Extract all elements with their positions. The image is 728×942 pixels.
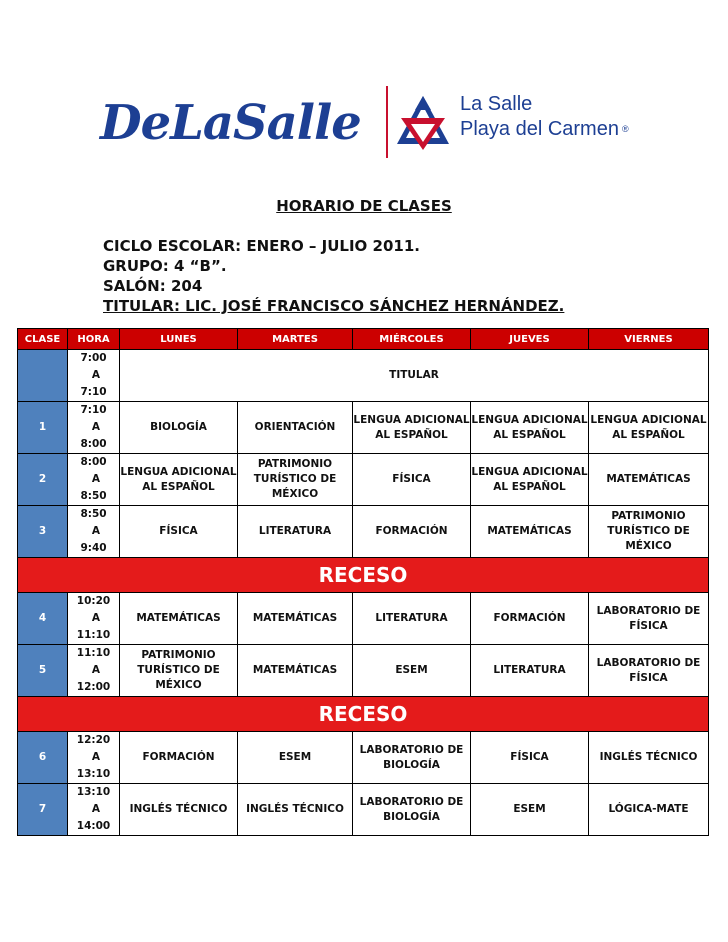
hora-cell	[68, 784, 120, 836]
hora-separator: A	[91, 612, 101, 624]
hora-separator: A	[91, 369, 101, 381]
subject-cell-lunes: BIOLOGÍA	[120, 402, 238, 454]
hora-start: 11:10	[76, 647, 111, 659]
table-header-row	[18, 329, 709, 350]
hora-separator: A	[91, 421, 101, 433]
subject-cell-viernes: MATEMÁTICAS	[589, 454, 709, 506]
subject-cell-martes: MATEMÁTICAS	[238, 593, 353, 645]
subject-cell-miercoles: LENGUA ADICIONAL AL ESPAÑOL	[353, 402, 471, 454]
table-row	[18, 454, 709, 506]
subject-cell-jueves: MATEMÁTICAS	[471, 506, 589, 558]
table-row	[18, 402, 709, 454]
delasalle-script-text: DeLaSalle	[100, 95, 361, 151]
hora-end: 12:00	[76, 681, 111, 693]
recess-label: RECESO	[18, 558, 709, 593]
hora-start: 12:20	[76, 734, 111, 746]
subject-cell-lunes: LENGUA ADICIONAL AL ESPAÑOL	[120, 454, 238, 506]
subject-cell-martes: ORIENTACIÓN	[238, 402, 353, 454]
schedule-table	[17, 328, 709, 836]
table-row	[18, 350, 709, 402]
lasalle-brand-text	[460, 92, 629, 142]
subject-cell-lunes: MATEMÁTICAS	[120, 593, 238, 645]
subject-cell-viernes: LÓGICA-MATE	[589, 784, 709, 836]
header-hora: HORA	[68, 329, 120, 350]
hora-separator: A	[91, 473, 101, 485]
header-viernes: VIERNES	[589, 329, 709, 350]
recess-row	[18, 697, 709, 732]
recess-label: RECESO	[18, 697, 709, 732]
clase-number: 4	[18, 593, 68, 645]
subject-cell-jueves: LENGUA ADICIONAL AL ESPAÑOL	[471, 454, 589, 506]
clase-number: 7	[18, 784, 68, 836]
hora-end: 8:50	[80, 490, 107, 502]
table-row	[18, 593, 709, 645]
brand-line-2	[460, 117, 629, 142]
hora-cell	[68, 593, 120, 645]
header-martes: MARTES	[238, 329, 353, 350]
subject-cell-martes: MATEMÁTICAS	[238, 645, 353, 697]
subject-cell-jueves: LENGUA ADICIONAL AL ESPAÑOL	[471, 402, 589, 454]
table-row	[18, 784, 709, 836]
registered-mark: ®	[621, 124, 629, 135]
table-row	[18, 732, 709, 784]
titular-cell: TITULAR	[120, 350, 709, 402]
brand-line-2-text: Playa del Carmen	[460, 118, 619, 140]
hora-cell	[68, 350, 120, 402]
hora-cell	[68, 454, 120, 506]
hora-start: 13:10	[76, 786, 111, 798]
subject-cell-martes: LITERATURA	[238, 506, 353, 558]
ciclo-escolar: CICLO ESCOLAR: ENERO – JULIO 2011.	[103, 237, 420, 255]
grupo: GRUPO: 4 “B”.	[103, 257, 227, 275]
lasalle-star-icon	[393, 92, 453, 152]
subject-cell-viernes: INGLÉS TÉCNICO	[589, 732, 709, 784]
table-row	[18, 506, 709, 558]
hora-end: 14:00	[76, 820, 111, 832]
clase-number: 2	[18, 454, 68, 506]
hora-cell	[68, 506, 120, 558]
hora-end: 7:10	[80, 386, 107, 398]
subject-cell-viernes: LABORATORIO DE FÍSICA	[589, 593, 709, 645]
hora-separator: A	[91, 664, 101, 676]
subject-cell-miercoles: LABORATORIO DE BIOLOGÍA	[353, 732, 471, 784]
table-row	[18, 645, 709, 697]
subject-cell-lunes: INGLÉS TÉCNICO	[120, 784, 238, 836]
subject-cell-viernes: LENGUA ADICIONAL AL ESPAÑOL	[589, 402, 709, 454]
logo-divider	[386, 86, 388, 158]
hora-cell	[68, 645, 120, 697]
subject-cell-miercoles: FORMACIÓN	[353, 506, 471, 558]
subject-cell-jueves: FORMACIÓN	[471, 593, 589, 645]
hora-end: 11:10	[76, 629, 111, 641]
subject-cell-miercoles: ESEM	[353, 645, 471, 697]
delasalle-logo	[100, 88, 380, 158]
subject-cell-martes: INGLÉS TÉCNICO	[238, 784, 353, 836]
clase-number: 3	[18, 506, 68, 558]
header-jueves: JUEVES	[471, 329, 589, 350]
header-clase: CLASE	[18, 329, 68, 350]
hora-end: 9:40	[80, 542, 107, 554]
subject-cell-miercoles: LITERATURA	[353, 593, 471, 645]
clase-number: 6	[18, 732, 68, 784]
hora-start: 8:50	[80, 508, 107, 520]
subject-cell-lunes: FÍSICA	[120, 506, 238, 558]
hora-start: 7:10	[80, 404, 107, 416]
hora-start: 10:20	[76, 595, 111, 607]
schedule-info	[103, 236, 564, 316]
hora-start: 7:00	[80, 352, 107, 364]
hora-separator: A	[91, 803, 101, 815]
titular: TITULAR: LIC. JOSÉ FRANCISCO SÁNCHEZ HERNÁNDEZ.	[103, 297, 565, 315]
clase-number	[18, 350, 68, 402]
hora-separator: A	[91, 751, 101, 763]
hora-start: 8:00	[80, 456, 107, 468]
subject-cell-miercoles: LABORATORIO DE BIOLOGÍA	[353, 784, 471, 836]
subject-cell-jueves: FÍSICA	[471, 732, 589, 784]
hora-separator: A	[91, 525, 101, 537]
subject-cell-martes: PATRIMONIO TURÍSTICO DE MÉXICO	[238, 454, 353, 506]
subject-cell-viernes: PATRIMONIO TURÍSTICO DE MÉXICO	[589, 506, 709, 558]
page-title: HORARIO DE CLASES	[276, 197, 452, 215]
hora-end: 13:10	[76, 768, 111, 780]
subject-cell-lunes: FORMACIÓN	[120, 732, 238, 784]
header-miercoles: MIÉRCOLES	[353, 329, 471, 350]
subject-cell-lunes: PATRIMONIO TURÍSTICO DE MÉXICO	[120, 645, 238, 697]
subject-cell-viernes: LABORATORIO DE FÍSICA	[589, 645, 709, 697]
hora-end: 8:00	[80, 438, 107, 450]
header-lunes: LUNES	[120, 329, 238, 350]
hora-cell	[68, 402, 120, 454]
subject-cell-jueves: ESEM	[471, 784, 589, 836]
clase-number: 5	[18, 645, 68, 697]
subject-cell-martes: ESEM	[238, 732, 353, 784]
salon: SALÓN: 204	[103, 277, 203, 295]
subject-cell-miercoles: FÍSICA	[353, 454, 471, 506]
subject-cell-jueves: LITERATURA	[471, 645, 589, 697]
brand-line-1: La Salle	[460, 93, 533, 115]
recess-row	[18, 558, 709, 593]
clase-number: 1	[18, 402, 68, 454]
hora-cell	[68, 732, 120, 784]
